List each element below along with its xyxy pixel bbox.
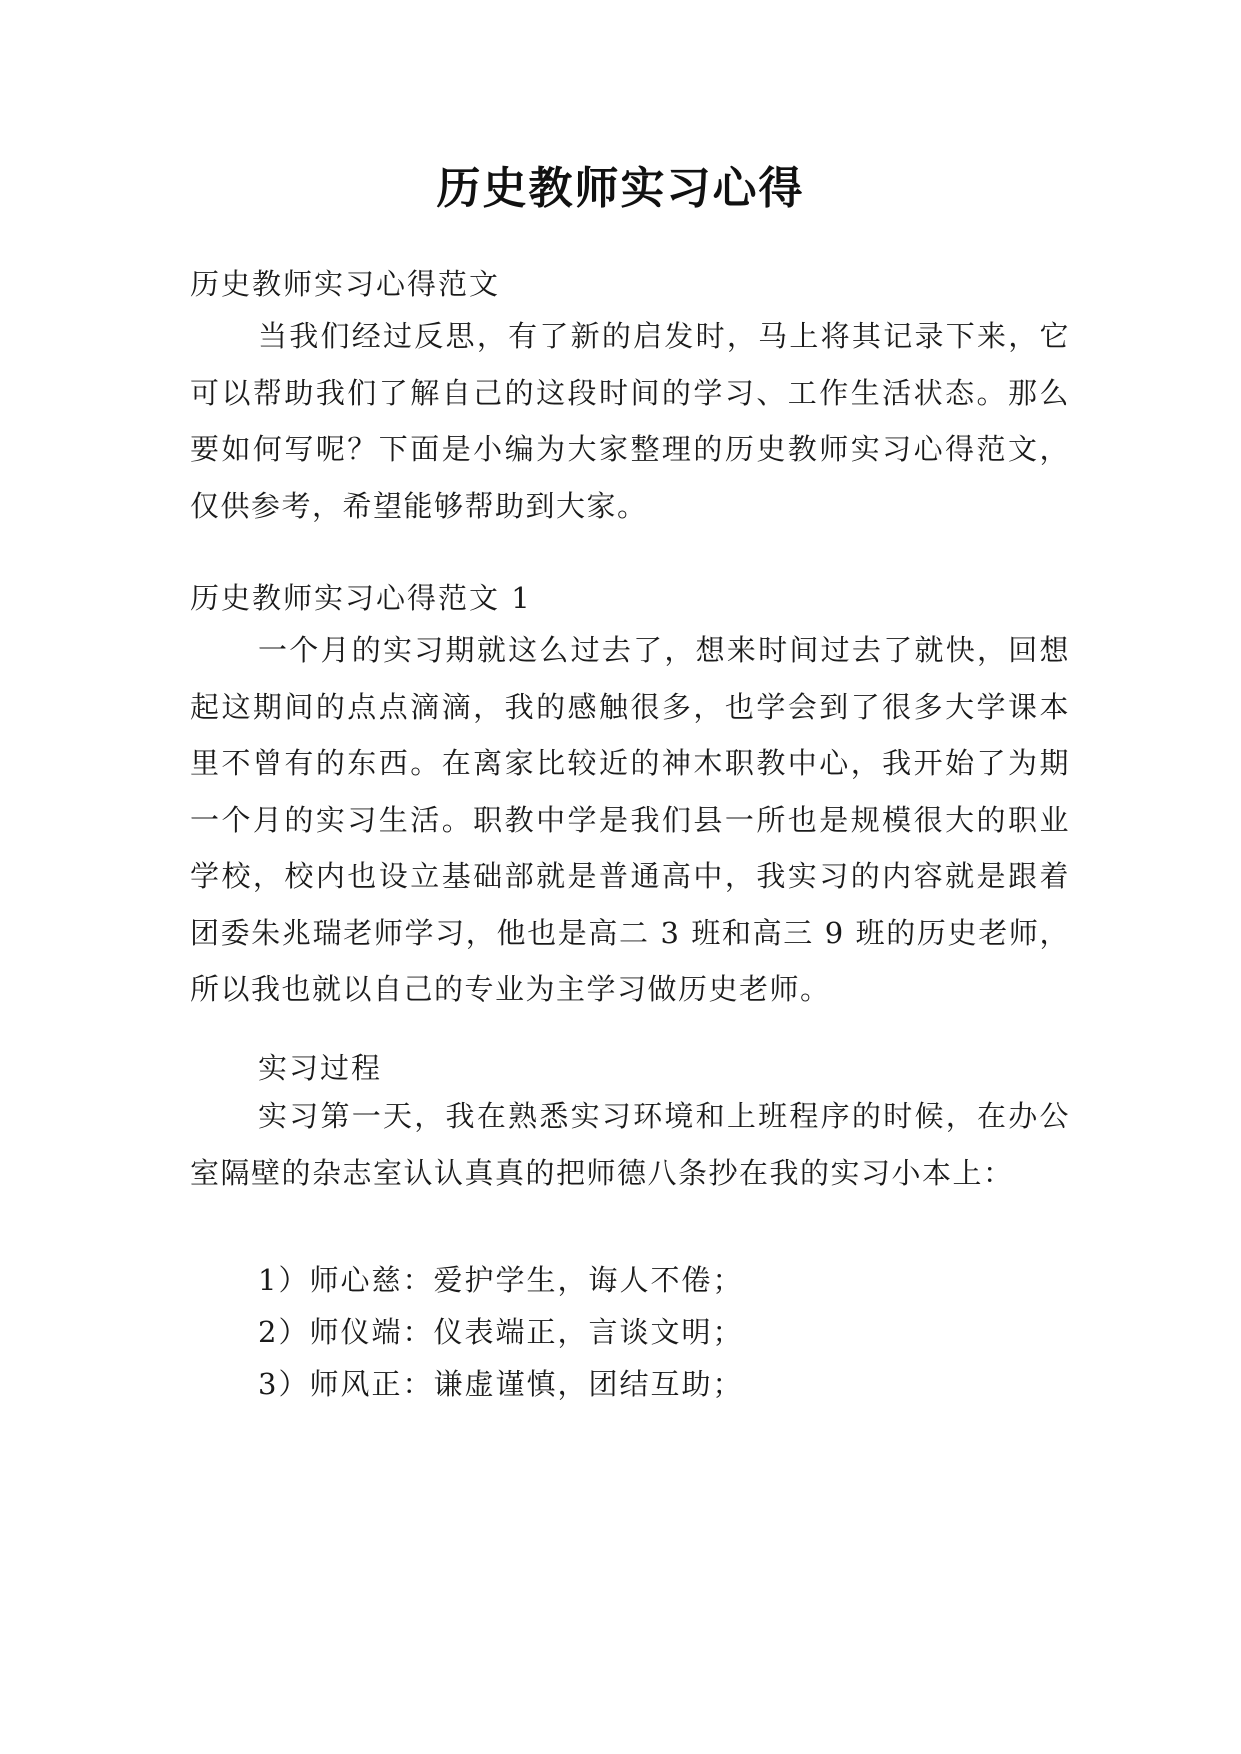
list-item-1: 1）师心慈：爱护学生，诲人不倦；: [258, 1263, 744, 1297]
list-item-2: 2）师仪端：仪表端正，言谈文明；: [258, 1315, 744, 1349]
process-heading: 实习过程: [258, 1051, 383, 1085]
section1-heading: 历史教师实习心得范文 1: [190, 581, 532, 615]
intro-paragraph: 当我们经过反思，有了新的启发时，马上将其记录下来，它可以帮助我们了解自己的这段时间的学习、工作生活状态。那么要如何写呢？下面是小编为大家整理的历史教师实习心得范文，仅供参考，希望能够帮助到大家。: [190, 319, 1070, 523]
section1-paragraph: 一个月的实习期就这么过去了，想来时间过去了就快，回想起这期间的点点滴滴，我的感触很多，也学会到了很多大学课本里不曾有的东西。在离家比较近的神木职教中心，我开始了为期一个月的实习生活。职教中学是我们县一所也是规模很大的职业学校，校内也设立基础部就是普通高中，我实习的内容就是跟着团委朱兆瑞老师学习，他也是高二 3 班和高三 9 班的历史老师，所以我也就以自己的专业为主学习做历史老师。: [190, 633, 1070, 1006]
document-title: 历史教师实习心得: [436, 163, 805, 214]
process-paragraph: 实习第一天，我在熟悉实习环境和上班程序的时候，在办公室隔壁的杂志室认认真真的把师德八条抄在我的实习小本上：: [190, 1099, 1070, 1190]
intro-heading: 历史教师实习心得范文: [190, 267, 501, 301]
list-item-3: 3）师风正：谦虚谨慎，团结互助；: [258, 1367, 744, 1401]
